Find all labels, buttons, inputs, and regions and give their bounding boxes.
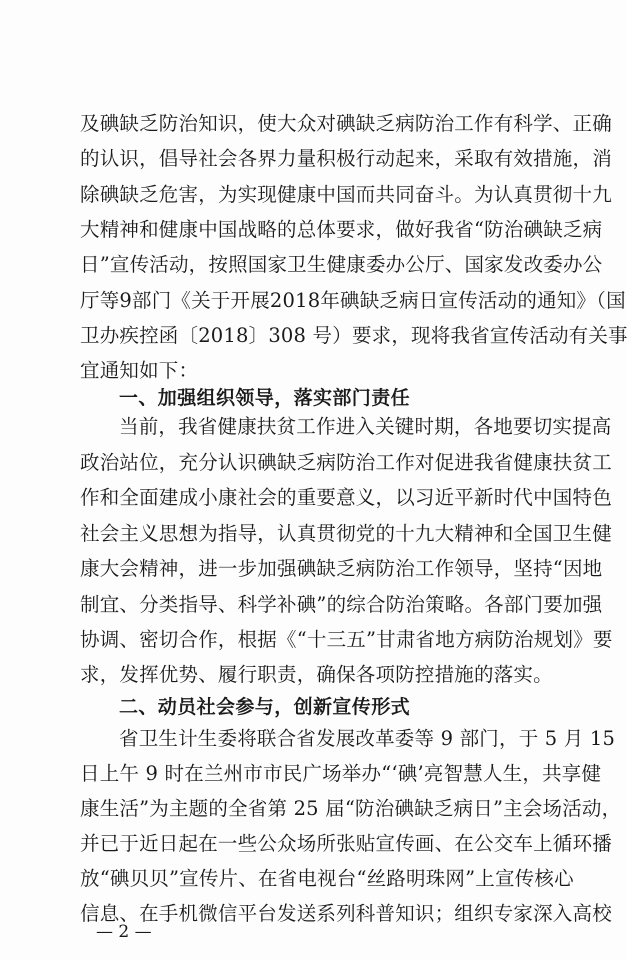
paragraph-first-line: 当前，我省健康扶贫工作进入关键时期，各地要切实提高 (119, 415, 612, 438)
paragraph-line: 信息、在手机微信平台发送系列科普知识；组织专家深入高校 (80, 902, 612, 925)
paragraph-line: 社会主义思想为指导，认真贯彻党的十九大精神和全国卫生健 (80, 522, 612, 545)
section-heading-2: 二、动员社会参与，创新宣传形式 (119, 696, 411, 718)
paragraph-line: 除碘缺乏危害，为实现健康中国而共同奋斗。为认真贯彻十九 (80, 183, 612, 206)
paragraph-line: 放“碘贝贝”宣传片、在省电视台“丝路明珠网”上宣传核心 (80, 867, 574, 890)
paragraph-line: 政治站位，充分认识碘缺乏病防治工作对促进我省健康扶贫工 (80, 451, 612, 474)
paragraph-line: 日”宣传活动，按照国家卫生健康委办公厅、国家发改委办公 (80, 253, 603, 276)
paragraph-line: 厅等9部门《关于开展2018年碘缺乏病日宣传活动的通知》（国 (80, 289, 626, 312)
paragraph-line: 日上午 9 时在兰州市市民广场举办“‘碘’亮智慧人生，共享健 (80, 762, 602, 785)
section-heading-1: 一、加强组织领导，落实部门责任 (119, 387, 411, 409)
paragraph-line: 协调、密切合作，根据《“十三五”甘肃省地方病防治规划》要 (80, 628, 613, 651)
paragraph-first-line: 省卫生计生委将联合省发展改革委等 9 部门，于 5 月 15 (119, 727, 616, 750)
paragraph-line: 及碘缺乏防治知识，使大众对碘缺乏病防治工作有科学、正确 (80, 112, 612, 135)
paragraph-line: 作和全面建成小康社会的重要意义，以习近平新时代中国特色 (80, 486, 612, 509)
paragraph-line: 宜通知如下： (80, 359, 199, 382)
paragraph-line: 卫办疾控函〔2018〕308 号）要求，现将我省宣传活动有关事 (80, 324, 628, 347)
paragraph-line: 康大会精神，进一步加强碘缺乏病防治工作领导，坚持“因地 (80, 557, 603, 580)
page-number: — 2 — (96, 922, 152, 942)
paragraph-line: 并已于近日起在一些公众场所张贴宣传画、在公交车上循环播 (80, 832, 612, 855)
paragraph-line: 求，发挥优势、履行职责，确保各项防控措施的落实。 (80, 663, 553, 686)
paragraph-line: 的认识，倡导社会各界力量积极行动起来，采取有效措施，消 (80, 147, 612, 170)
paragraph-line: 制宜、分类指导、科学补碘”的综合防治策略。各部门要加强 (80, 593, 603, 616)
paragraph-line: 康生活”为主题的全省第 25 届“防治碘缺乏病日”主会场活动， (80, 797, 622, 820)
paragraph-line: 大精神和健康中国战略的总体要求，做好我省“防治碘缺乏病 (80, 218, 603, 241)
